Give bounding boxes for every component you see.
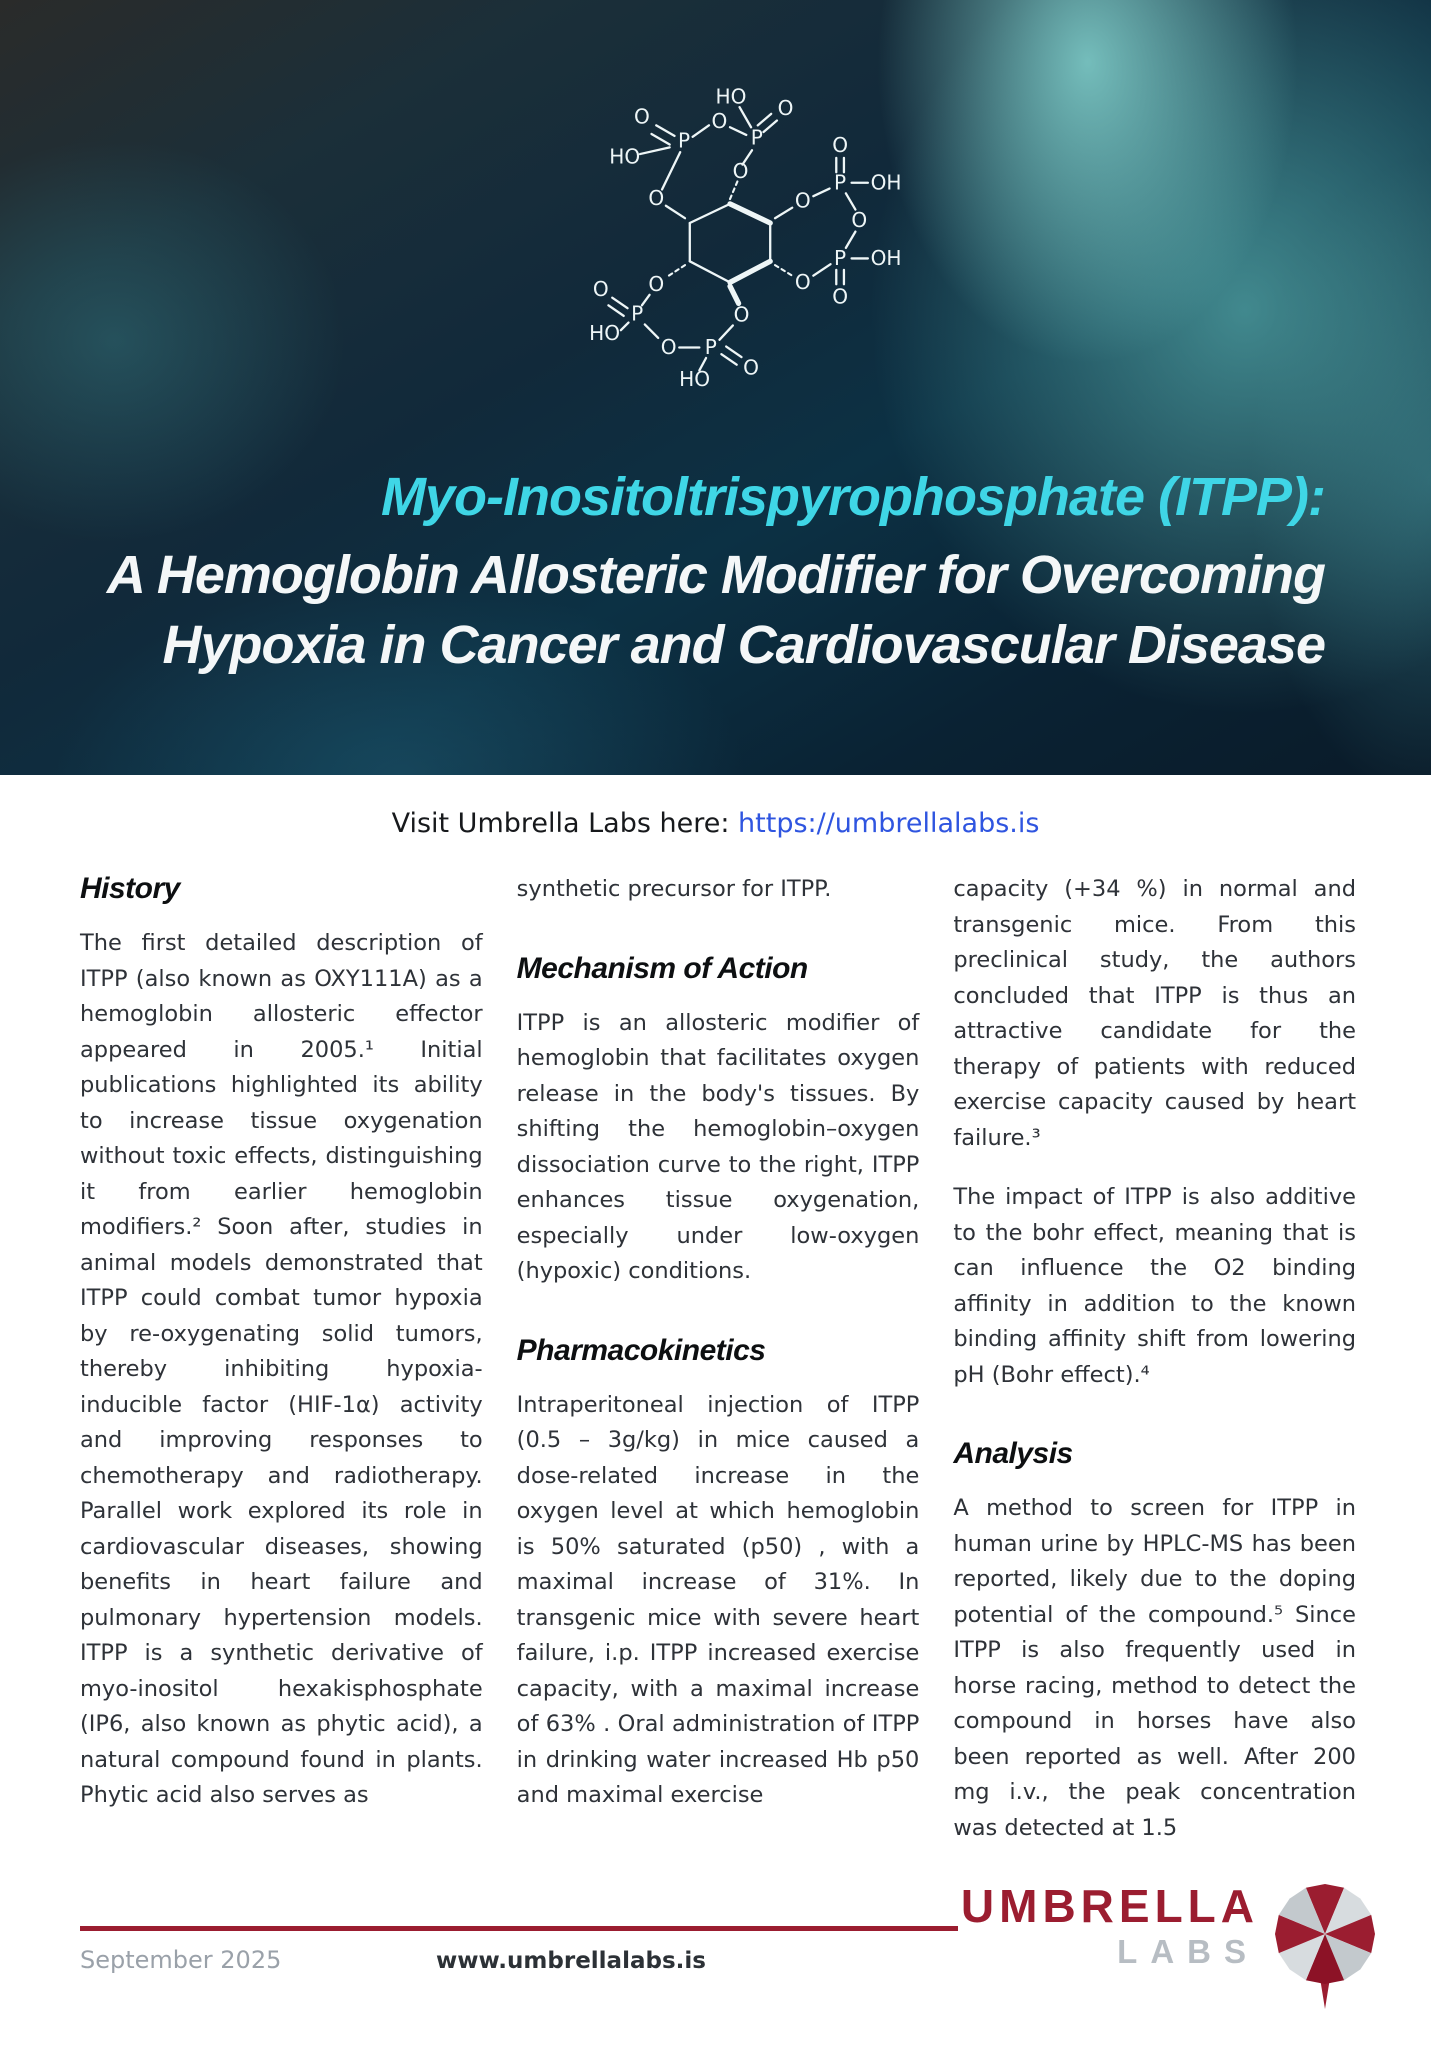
analysis-paragraph: A method to screen for ITPP in human urine by HPLC-MS has been reported, likely due to the doping potential of the compound.⁵ Since ITPP is also frequently used in horse racing, method to detect the compound in horses have also been reported as well. After 200 mg i.v., the peak concentration was detected at 1.5 (953, 1495, 1357, 1841)
atom-label: HO (715, 84, 747, 109)
umbrellalabs-link[interactable]: https://umbrellalabs.is (738, 808, 1040, 839)
atom-label: OH (870, 170, 902, 195)
bohr-effect-paragraph: The impact of ITPP is also additive to the bohr effect, meaning that is can influence the O2 binding affinity in addition to the known binding affinity shift from lowering pH (Bohr effect).⁴ (953, 1184, 1357, 1388)
atom-label: O (743, 355, 759, 380)
section-heading-pharmacokinetics: Pharmacokinetics (516, 1333, 766, 1367)
page-subtitle-line1: A Hemoglobin Allosteric Modifier for Overcoming (106, 545, 1325, 605)
section-heading-mechanism: Mechanism of Action (516, 951, 808, 985)
atom-label: O (648, 271, 665, 296)
atom-label: O (794, 270, 811, 295)
atom-label: O (648, 185, 665, 210)
pharmacokinetics-continued-paragraph: capacity (+34 %) in normal and transgenic mice. From this preclinical study, the authors concluded that ITPP is thus an attractive candidate for the therapy of patients with reduced exercise capacity caused by heart failure.³ (953, 876, 1357, 1151)
atom-label: O (733, 302, 750, 327)
chemical-structure-icon (505, 55, 955, 391)
atom-label: O (851, 207, 868, 232)
footer-website: www.umbrellalabs.is (436, 1948, 706, 1974)
atom-label: P (631, 301, 644, 326)
atom-label: O (777, 95, 794, 120)
hero-banner (0, 0, 1431, 775)
atom-label: O (660, 335, 677, 360)
atom-label: O (732, 159, 749, 183)
history-continued-paragraph: synthetic precursor for ITPP. (516, 876, 832, 902)
footer-date: September 2025 (80, 1946, 282, 1974)
logo-word-umbrella: UMBRELLA (960, 1880, 1259, 1932)
atom-label: P (677, 128, 691, 153)
atom-label: HO (679, 366, 711, 391)
atom-label: O (592, 276, 609, 301)
atom-label: HO (609, 144, 641, 169)
visit-line (0, 808, 1431, 839)
column-2 (517, 872, 920, 1870)
history-paragraph: The first detailed description of ITPP (also known as OXY111A) as a hemoglobin allosteric effector appeared in 2005.¹ Initial publications highlighted its ability to increase tissue oxygenation without toxic effects, distinguishing it from earlier hemoglobin modifiers.² Soon after, studies in animal models demonstrated that ITPP could combat tumor hypoxia by re-oxygenating solid tumors, thereby inhibiting hypoxia-inducible factor (HIF-1α) activity and improving responses to chemotherapy and radiotherapy. Parallel work explored its role in cardiovascular diseases, showing benefits in heart failure and pulmonary hypertension models. ITPP is a synthetic derivative of myo-inositol hexakisphosphate (IP6, also known as phytic acid), a natural compound found in plants. Phytic acid also serves as (80, 930, 483, 1808)
atom-label: HO (589, 320, 621, 345)
footer-rule (80, 1926, 958, 1931)
hero-title-block (107, 466, 1325, 680)
column-1 (80, 872, 483, 1870)
page-title: Myo-Inositoltrispyrophosphate (ITPP): (381, 467, 1325, 527)
article-columns (80, 872, 1356, 1870)
umbrella-labs-logo (961, 1882, 1375, 2010)
umbrella-pinwheel-icon (1275, 1882, 1375, 2010)
visit-label: Visit Umbrella Labs here: (391, 808, 739, 839)
mechanism-paragraph: ITPP is an allosteric modifier of hemoglobin that facilitates oxygen release in the body's tissues. By shifting the hemoglobin–oxygen dissociation curve to the right, ITPP enhances tissue oxygenation, especially under low-oxygen (hypoxic) conditions. (516, 1009, 920, 1284)
section-heading-analysis: Analysis (953, 1437, 1073, 1470)
logo-word-labs: LABS (1117, 1933, 1259, 1970)
atom-label: P (750, 125, 763, 150)
page-subtitle-line2: Hypoxia in Cancer and Cardiovascular Disease (162, 615, 1325, 675)
atom-label: P (834, 170, 847, 195)
itpp-molecule-drawing (505, 55, 955, 391)
column-3 (953, 872, 1356, 1870)
atom-label: O (832, 133, 849, 158)
atom-label: P (834, 246, 847, 271)
atom-label: O (634, 104, 650, 129)
atom-label: O (832, 284, 849, 309)
atom-label: O (711, 109, 728, 134)
logo-wordmark (961, 1882, 1259, 1970)
atom-label: P (704, 335, 717, 360)
pharmacokinetics-paragraph: Intraperitoneal injection of ITPP (0.5 – 3g/kg) in mice caused a dose-related increase in the oxygen level at which hemoglobin is 50% saturated (p50) , with a maximal increase of 31%. In transgenic mice with severe heart failure, i.p. ITPP increased exercise capacity, with a maximal increase of 63% . Oral administration of ITPP in drinking water increased Hb p50 and maximal exercise (516, 1391, 920, 1808)
atom-label: O (794, 188, 811, 213)
atom-label: OH (870, 246, 902, 271)
section-heading-history: History (80, 872, 180, 905)
